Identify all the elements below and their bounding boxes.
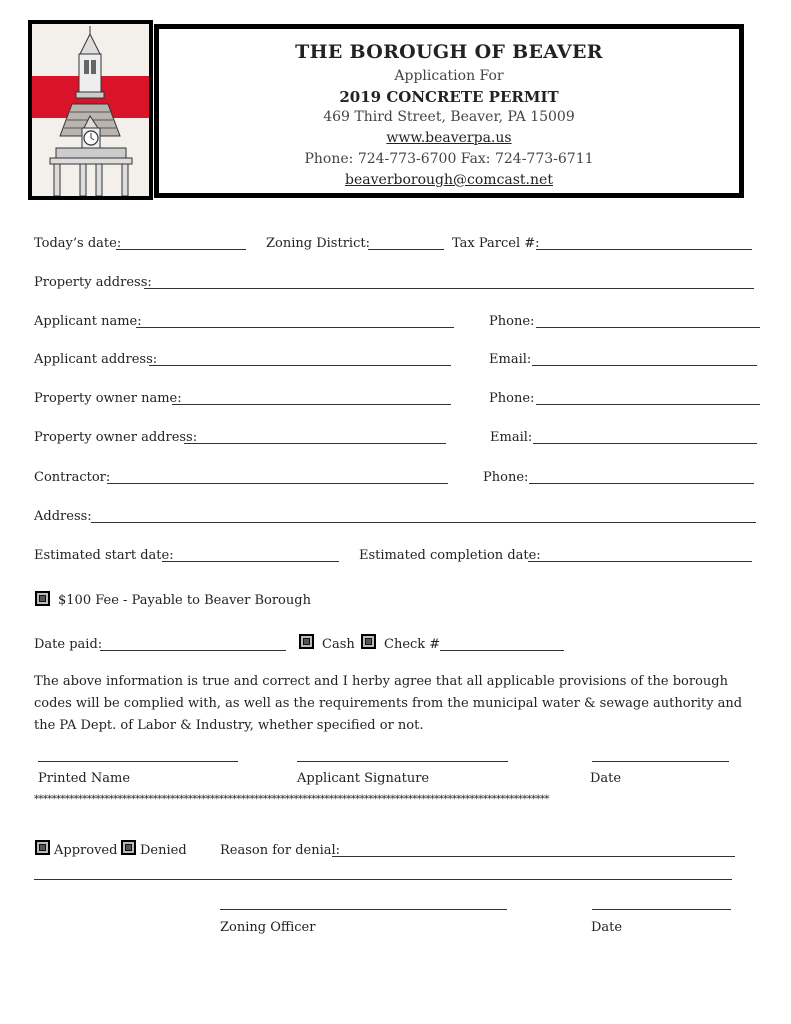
fee-checkbox[interactable]	[35, 591, 50, 606]
contractor-field[interactable]	[107, 483, 448, 484]
completion-date-label: Estimated completion date:	[359, 548, 541, 563]
cash-label: Cash	[322, 637, 355, 652]
denied-label: Denied	[140, 843, 187, 858]
officer-date-caption: Date	[591, 920, 623, 935]
applicant-signature-line[interactable]	[297, 761, 508, 762]
applicant-email-label: Email:	[489, 352, 532, 367]
permit-title: 2019 CONCRETE PERMIT	[339, 88, 559, 106]
check-checkbox[interactable]	[361, 634, 376, 649]
owner-address-label: Property owner address:	[34, 430, 198, 445]
owner-name-field[interactable]	[172, 404, 451, 405]
start-date-field[interactable]	[162, 561, 339, 562]
email-link[interactable]: beaverborough@comcast.net	[345, 172, 553, 188]
certification-statement: The above information is true and correct and I herby agree that all applicable provisions of the borough codes will be complied with, as well as the requirements from the municipal water & sewage authority and the PA Dept. of Labor & Industry, whether specified or not.	[34, 674, 743, 733]
owner-name-label: Property owner name:	[34, 391, 182, 406]
reason-denial-label: Reason for denial:	[220, 843, 341, 858]
tax-parcel-field[interactable]	[536, 249, 752, 250]
tax-parcel-label: Tax Parcel #:	[452, 236, 540, 251]
check-label: Check #	[384, 637, 441, 652]
owner-address-field[interactable]	[184, 443, 446, 444]
applicant-email-field[interactable]	[532, 365, 757, 366]
owner-phone-field[interactable]	[536, 404, 760, 405]
header-box	[154, 24, 744, 198]
applicant-date-caption: Date	[590, 771, 622, 786]
completion-date-field[interactable]	[528, 561, 752, 562]
org-name: THE BOROUGH OF BEAVER	[295, 41, 603, 63]
applicant-phone-label: Phone:	[489, 314, 535, 329]
property-address-field[interactable]	[144, 288, 754, 289]
applicant-address-field[interactable]	[149, 365, 451, 366]
reason-denial-continued-field[interactable]	[34, 879, 732, 880]
contractor-address-field[interactable]	[91, 522, 756, 523]
applicant-signature-caption: Applicant Signature	[297, 771, 430, 786]
applicant-name-label: Applicant name:	[34, 314, 142, 329]
owner-email-label: Email:	[490, 430, 533, 445]
contractor-address-label: Address:	[34, 509, 92, 524]
contractor-phone-label: Phone:	[483, 470, 529, 485]
separator: *********************************************************************************************************************	[34, 794, 549, 805]
zoning-district-label: Zoning District:	[266, 236, 370, 251]
contractor-phone-field[interactable]	[529, 483, 754, 484]
printed-name-line[interactable]	[38, 761, 238, 762]
contractor-label: Contractor:	[34, 470, 111, 485]
application-for: Application For	[394, 68, 504, 84]
property-address-label: Property address:	[34, 275, 152, 290]
printed-name-caption: Printed Name	[38, 771, 131, 786]
date-paid-label: Date paid:	[34, 637, 103, 652]
borough-address: 469 Third Street, Beaver, PA 15009	[323, 109, 575, 125]
start-date-label: Estimated start date:	[34, 548, 174, 563]
website-link[interactable]: www.beaverpa.us	[386, 130, 512, 146]
phone-fax: Phone: 724-773-6700 Fax: 724-773-6711	[304, 151, 594, 167]
applicant-address-label: Applicant address:	[34, 352, 158, 367]
clock-tower-icon	[32, 24, 149, 196]
owner-email-field[interactable]	[533, 443, 757, 444]
approved-checkbox[interactable]	[35, 840, 50, 855]
check-number-field[interactable]	[440, 650, 564, 651]
approved-label: Approved	[54, 843, 118, 858]
applicant-name-field[interactable]	[136, 327, 454, 328]
zoning-officer-line[interactable]	[220, 909, 507, 910]
applicant-phone-field[interactable]	[536, 327, 760, 328]
todays-date-label: Today’s date:	[34, 236, 122, 251]
borough-logo	[28, 20, 153, 200]
zoning-district-field[interactable]	[368, 249, 444, 250]
applicant-date-line[interactable]	[592, 761, 729, 762]
zoning-officer-caption: Zoning Officer	[220, 920, 316, 935]
denied-checkbox[interactable]	[121, 840, 136, 855]
todays-date-field[interactable]	[116, 249, 246, 250]
reason-denial-field[interactable]	[332, 856, 735, 857]
cash-checkbox[interactable]	[299, 634, 314, 649]
officer-date-line[interactable]	[592, 909, 731, 910]
fee-label: $100 Fee - Payable to Beaver Borough	[58, 593, 311, 608]
owner-phone-label: Phone:	[489, 391, 535, 406]
date-paid-field[interactable]	[100, 650, 286, 651]
